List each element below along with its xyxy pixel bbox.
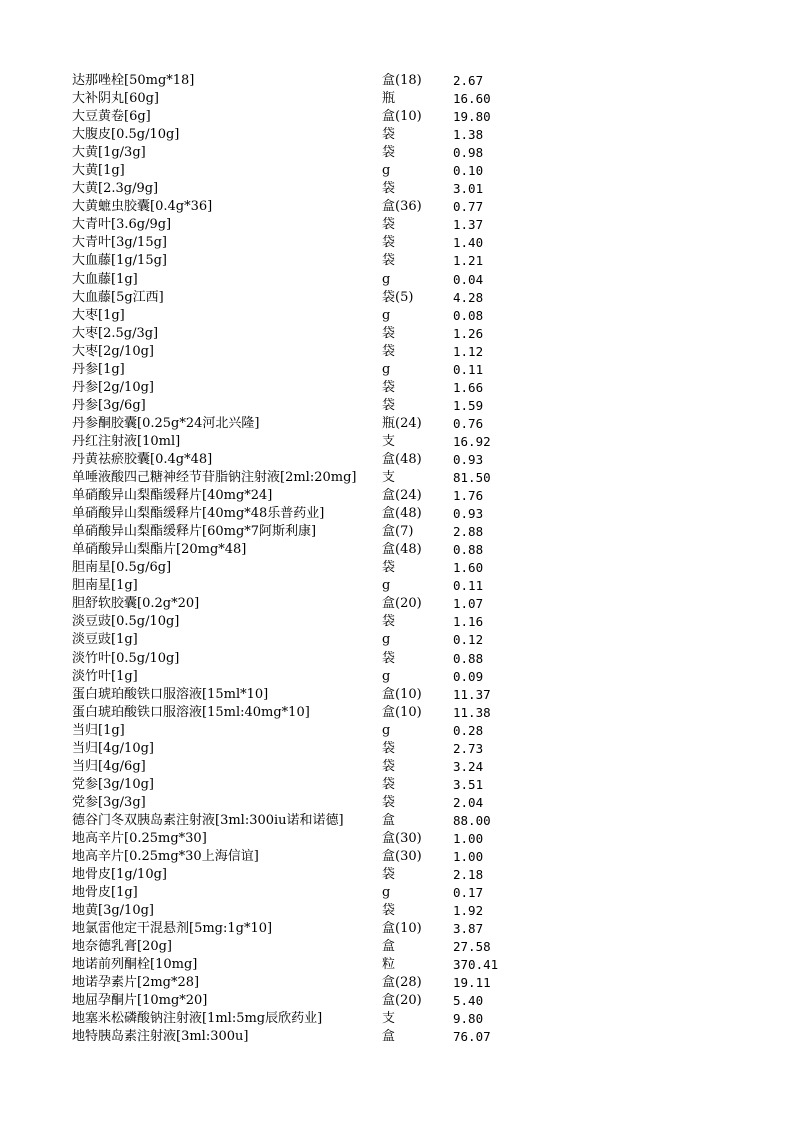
item-price: 0.76 [453, 415, 484, 431]
item-price: 1.66 [453, 379, 484, 395]
item-unit: g [382, 668, 391, 684]
item-name: 大青叶[3g/15g] [72, 235, 167, 251]
item-name: 地高辛片[0.25mg*30上海信谊] [72, 849, 259, 865]
item-price: 27.58 [453, 939, 491, 955]
item-unit: 盒(10) [382, 109, 422, 125]
item-name: 德谷门冬双胰岛素注射液[3ml:300iu诺和诺德] [72, 812, 344, 828]
table-row [72, 325, 512, 343]
item-price: 11.37 [453, 686, 491, 702]
table-row [72, 704, 512, 722]
table-row [72, 487, 512, 505]
table-row [72, 541, 512, 559]
item-unit: 盒(7) [382, 524, 414, 540]
item-unit: 袋 [382, 794, 396, 810]
table-row [72, 650, 512, 668]
table-row [72, 577, 512, 595]
item-name: 地塞米松磷酸钠注射液[1ml:5mg辰欣药业] [72, 1011, 323, 1027]
item-name: 地屈孕酮片[10mg*20] [72, 993, 208, 1009]
item-price: 2.88 [453, 524, 484, 540]
table-row [72, 1028, 512, 1046]
table-row [72, 613, 512, 631]
item-price: 19.80 [453, 109, 491, 125]
item-unit: 袋 [382, 614, 396, 630]
item-price: 88.00 [453, 812, 491, 828]
table-row [72, 902, 512, 920]
item-price: 3.24 [453, 758, 484, 774]
item-name: 地骨皮[1g] [72, 885, 138, 901]
table-row [72, 523, 512, 541]
item-unit: 袋 [382, 217, 396, 233]
item-name: 淡竹叶[1g] [72, 668, 138, 684]
table-row [72, 686, 512, 704]
item-unit: g [382, 307, 391, 323]
table-row [72, 379, 512, 397]
item-price: 0.28 [453, 722, 484, 738]
table-row [72, 415, 512, 433]
item-price: 81.50 [453, 470, 491, 486]
item-unit: 盒(30) [382, 830, 422, 846]
table-row [72, 307, 512, 325]
item-unit: 盒(30) [382, 849, 422, 865]
item-name: 大血藤[5g江西] [72, 289, 164, 305]
table-row [72, 992, 512, 1010]
item-price: 0.77 [453, 199, 484, 215]
item-name: 大青叶[3.6g/9g] [72, 217, 172, 233]
table-row [72, 505, 512, 523]
item-unit: g [382, 578, 391, 594]
item-price: 2.67 [453, 73, 484, 88]
item-price: 1.59 [453, 397, 484, 413]
item-unit: g [382, 271, 391, 287]
table-row [72, 740, 512, 758]
table-row [72, 343, 512, 361]
item-name: 大黄[2.3g/9g] [72, 181, 159, 197]
item-unit: 袋(5) [382, 289, 414, 305]
table-row [72, 162, 512, 180]
table-row [72, 848, 512, 866]
table-row [72, 469, 512, 487]
item-unit: 盒(48) [382, 506, 422, 522]
item-unit: 袋 [382, 867, 396, 883]
item-price: 4.28 [453, 289, 484, 305]
item-unit: g [382, 361, 391, 377]
item-name: 淡豆豉[0.5g/10g] [72, 614, 180, 630]
item-unit: 袋 [382, 127, 396, 143]
item-price: 3.01 [453, 181, 484, 197]
item-price: 16.60 [453, 91, 491, 107]
table-row [72, 758, 512, 776]
item-name: 大枣[2.5g/3g] [72, 325, 159, 341]
table-row [72, 794, 512, 812]
item-unit: 袋 [382, 145, 396, 161]
item-price: 3.51 [453, 776, 484, 792]
item-name: 丹参[1g] [72, 361, 125, 377]
item-price: 9.80 [453, 1011, 484, 1027]
table-row [72, 234, 512, 252]
item-name: 达那唑栓[50mg*18] [72, 73, 195, 88]
item-price: 0.09 [453, 668, 484, 684]
item-unit: 袋 [382, 379, 396, 395]
item-name: 丹红注射液[10ml] [72, 433, 181, 449]
table-row [72, 451, 512, 469]
item-name: 当归[4g/10g] [72, 740, 154, 756]
item-price: 0.11 [453, 361, 484, 377]
item-name: 单硝酸异山梨酯缓释片[40mg*24] [72, 488, 273, 504]
table-row [72, 974, 512, 992]
item-name: 地诺前列酮栓[10mg] [72, 957, 198, 973]
item-unit: 袋 [382, 758, 396, 774]
item-unit: 盒(24) [382, 488, 422, 504]
table-row [72, 289, 512, 307]
item-name: 单硝酸异山梨酯片[20mg*48] [72, 542, 247, 558]
item-name: 丹参[3g/6g] [72, 397, 146, 413]
item-name: 地氯雷他定干混悬剂[5mg:1g*10] [72, 921, 273, 937]
table-row [72, 1010, 512, 1028]
table-row [72, 722, 512, 740]
item-name: 单硝酸异山梨酯缓释片[40mg*48乐普药业] [72, 506, 325, 522]
item-unit: 盒(18) [382, 73, 422, 88]
table-row [72, 668, 512, 686]
table-row [72, 397, 512, 415]
item-price: 0.88 [453, 542, 484, 558]
item-name: 蛋白琥珀酸铁口服溶液[15ml*10] [72, 686, 269, 702]
item-price: 1.92 [453, 903, 484, 919]
item-unit: g [382, 885, 391, 901]
item-name: 淡竹叶[0.5g/10g] [72, 650, 180, 666]
item-price: 1.21 [453, 253, 484, 269]
item-name: 地特胰岛素注射液[3ml:300u] [72, 1029, 249, 1045]
item-unit: 盒(28) [382, 975, 422, 991]
table-row [72, 595, 512, 613]
item-price: 2.04 [453, 794, 484, 810]
table-row [72, 433, 512, 451]
item-unit: 盒(48) [382, 451, 422, 467]
item-price: 0.04 [453, 271, 484, 287]
item-name: 胆南星[1g] [72, 578, 138, 594]
item-name: 胆舒软胶囊[0.2g*20] [72, 596, 200, 612]
item-name: 大黄蟅虫胶囊[0.4g*36] [72, 199, 213, 215]
item-price: 1.76 [453, 488, 484, 504]
table-row [72, 631, 512, 649]
table-row [72, 198, 512, 216]
item-name: 大黄[1g] [72, 163, 125, 179]
table-row [72, 830, 512, 848]
item-name: 党参[3g/3g] [72, 794, 146, 810]
item-price: 0.93 [453, 451, 484, 467]
item-name: 大枣[1g] [72, 307, 125, 323]
table-row [72, 812, 512, 830]
item-name: 大血藤[1g] [72, 271, 138, 287]
item-unit: 盒 [382, 1029, 396, 1045]
item-price: 1.38 [453, 127, 484, 143]
item-price: 0.11 [453, 578, 484, 594]
item-unit: 袋 [382, 776, 396, 792]
item-price: 2.73 [453, 740, 484, 756]
item-name: 丹黄祛瘀胶囊[0.4g*48] [72, 451, 213, 467]
item-unit: 袋 [382, 650, 396, 666]
table-row [72, 90, 512, 108]
item-unit: 盒(10) [382, 921, 422, 937]
item-unit: 盒(20) [382, 993, 422, 1009]
item-unit: 盒 [382, 812, 396, 828]
item-name: 地奈德乳膏[20g] [72, 939, 173, 955]
item-unit: 支 [382, 470, 396, 486]
item-price: 1.12 [453, 343, 484, 359]
item-price: 19.11 [453, 975, 491, 991]
item-unit: g [382, 163, 391, 179]
table-row [72, 271, 512, 289]
item-price: 0.12 [453, 632, 484, 648]
item-unit: g [382, 722, 391, 738]
item-name: 地诺孕素片[2mg*28] [72, 975, 200, 991]
item-price: 1.00 [453, 849, 484, 865]
item-price: 0.10 [453, 163, 484, 179]
item-unit: 袋 [382, 343, 396, 359]
table-row [72, 180, 512, 198]
item-name: 单硝酸异山梨酯缓释片[60mg*7阿斯利康] [72, 524, 317, 540]
item-unit: 粒 [382, 957, 396, 973]
item-unit: 袋 [382, 397, 396, 413]
item-name: 淡豆豉[1g] [72, 632, 138, 648]
item-name: 丹参酮胶囊[0.25g*24河北兴隆] [72, 415, 260, 431]
item-name: 地黄[3g/10g] [72, 903, 154, 919]
item-name: 大豆黄卷[6g] [72, 109, 151, 125]
table-row [72, 126, 512, 144]
item-name: 当归[1g] [72, 722, 125, 738]
item-unit: 支 [382, 433, 396, 449]
item-price: 16.92 [453, 433, 491, 449]
item-price: 3.87 [453, 921, 484, 937]
table-row [72, 920, 512, 938]
item-unit: 袋 [382, 740, 396, 756]
item-price: 5.40 [453, 993, 484, 1009]
table-row [72, 72, 512, 90]
item-unit: 瓶(24) [382, 415, 422, 431]
item-price: 1.07 [453, 596, 484, 612]
item-name: 大腹皮[0.5g/10g] [72, 127, 180, 143]
item-unit: 盒(20) [382, 596, 422, 612]
item-price: 1.26 [453, 325, 484, 341]
price-list [72, 72, 512, 1047]
item-name: 大血藤[1g/15g] [72, 253, 167, 269]
item-name: 大补阴丸[60g] [72, 91, 160, 107]
table-row [72, 252, 512, 270]
item-name: 地高辛片[0.25mg*30] [72, 830, 207, 846]
item-price: 1.40 [453, 235, 484, 251]
table-row [72, 956, 512, 974]
table-row [72, 144, 512, 162]
item-price: 76.07 [453, 1029, 491, 1045]
item-unit: 袋 [382, 560, 396, 576]
item-name: 地骨皮[1g/10g] [72, 867, 167, 883]
item-price: 0.17 [453, 885, 484, 901]
table-row [72, 361, 512, 379]
item-name: 蛋白琥珀酸铁口服溶液[15ml:40mg*10] [72, 704, 310, 720]
item-unit: 盒(10) [382, 704, 422, 720]
item-unit: 盒 [382, 939, 396, 955]
item-name: 单唾液酸四己糖神经节苷脂钠注射液[2ml:20mg] [72, 470, 357, 486]
item-unit: 盒(48) [382, 542, 422, 558]
item-unit: 袋 [382, 253, 396, 269]
item-name: 丹参[2g/10g] [72, 379, 154, 395]
item-name: 大黄[1g/3g] [72, 145, 146, 161]
item-unit: 盒(36) [382, 199, 422, 215]
item-name: 当归[4g/6g] [72, 758, 146, 774]
item-price: 0.93 [453, 506, 484, 522]
item-unit: 袋 [382, 235, 396, 251]
item-price: 0.88 [453, 650, 484, 666]
item-price: 1.16 [453, 614, 484, 630]
item-unit: 袋 [382, 181, 396, 197]
item-price: 1.37 [453, 217, 484, 233]
item-price: 0.98 [453, 145, 484, 161]
item-price: 0.08 [453, 307, 484, 323]
item-unit: 盒(10) [382, 686, 422, 702]
item-name: 大枣[2g/10g] [72, 343, 154, 359]
item-unit: g [382, 632, 391, 648]
item-unit: 袋 [382, 325, 396, 341]
item-price: 11.38 [453, 704, 491, 720]
table-row [72, 776, 512, 794]
table-row [72, 866, 512, 884]
item-price: 2.18 [453, 867, 484, 883]
item-unit: 瓶 [382, 91, 396, 107]
item-unit: 支 [382, 1011, 396, 1027]
item-name: 胆南星[0.5g/6g] [72, 560, 172, 576]
item-price: 1.60 [453, 560, 484, 576]
table-row [72, 884, 512, 902]
item-unit: 袋 [382, 903, 396, 919]
item-price: 370.41 [453, 957, 499, 973]
item-name: 党参[3g/10g] [72, 776, 154, 792]
table-row [72, 216, 512, 234]
table-row [72, 108, 512, 126]
table-row [72, 938, 512, 956]
item-price: 1.00 [453, 830, 484, 846]
table-row [72, 559, 512, 577]
